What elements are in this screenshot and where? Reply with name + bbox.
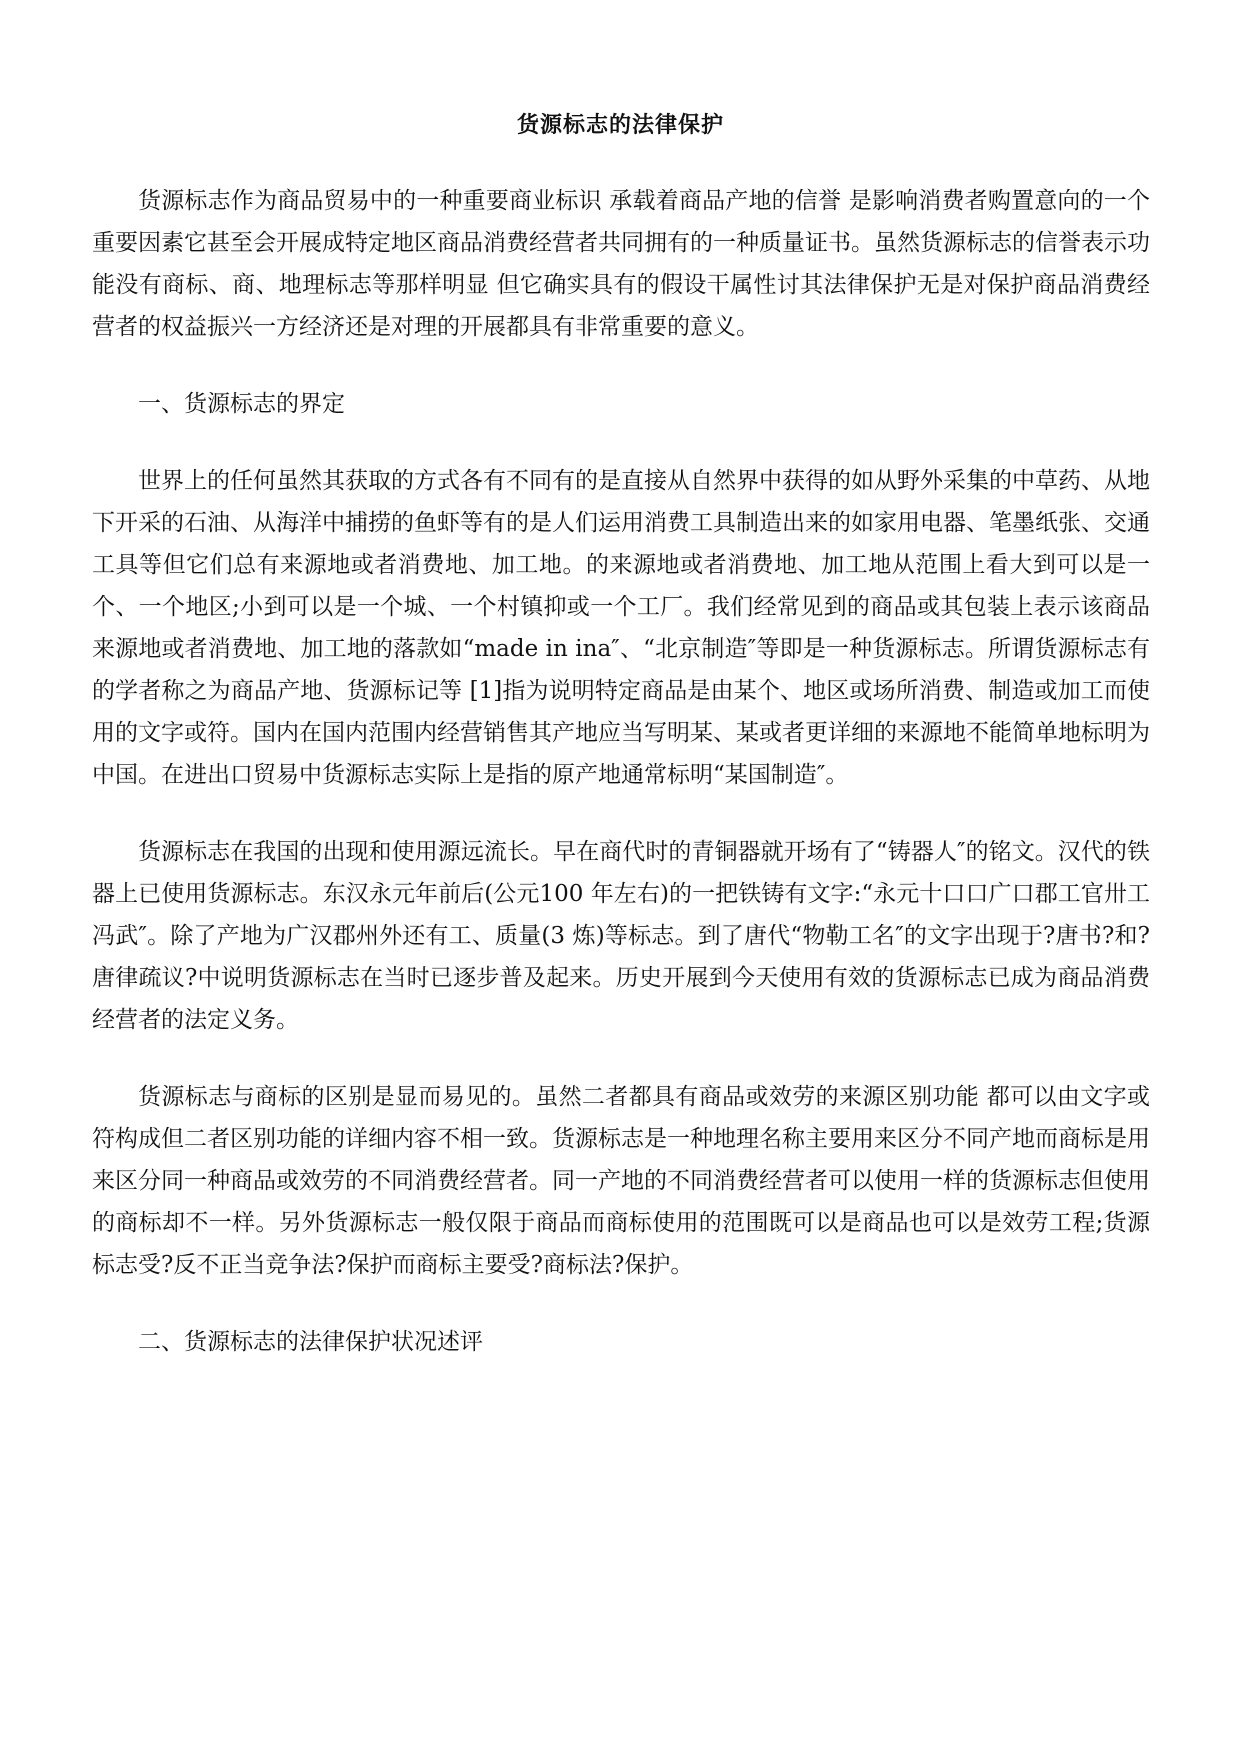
document-title: 货源标志的法律保护 — [516, 112, 724, 138]
section-heading-2: 二、货源标志的法律保护状况述评 — [138, 1329, 483, 1355]
paragraph-trademark-difference: 货源标志与商标的区别是显而易见的。虽然二者都具有商品或效劳的来源区别功能 都可以由文字或符构成但二者区别功能的详细内容不相一致。货源标志是一种地理名称主要用来区分不同产地而商标是用来区分同一种商品或效劳的不同消费经营者。同一产地的不同消费经营者可以使用一样的货源标志但使用的商标却不一样。另外货源标志一般仅限于商品而商标使用的范围既可以是商品也可以是效劳工程;货源标志受?反不正当竞争法?保护而商标主要受?商标法?保护。 — [92, 1084, 1150, 1278]
paragraph-intro: 货源标志作为商品贸易中的一种重要商业标识 承载着商品产地的信誉 是影响消费者购置意向的一个重要因素它甚至会开展成特定地区商品消费经营者共同拥有的一种质量证书。虽然货源标志的信誉表示功能没有商标、商、地理标志等那样明显 但它确实具有的假设干属性讨其法律保护无是对保护商品消费经营者的权益振兴一方经济还是对理的开展都具有非常重要的意义。 — [92, 188, 1150, 340]
paragraph-definition: 世界上的任何虽然其获取的方式各有不同有的是直接从自然界中获得的如从野外采集的中草药、从地下开采的石油、从海洋中捕捞的鱼虾等有的是人们运用消费工具制造出来的如家用电器、笔墨纸张、交通工具等但它们总有来源地或者消费地、加工地。的来源地或者消费地、加工地从范围上看大到可以是一个、一个地区;小到可以是一个城、一个村镇抑或一个工厂。我们经常见到的商品或其包装上表示该商品来源地或者消费地、加工地的落款如“made in ina″、“北京制造″等即是一种货源标志。所谓货源标志有的学者称之为商品产地、货源标记等 [1]指为说明特定商品是由某个、地区或场所消费、制造或加工而使用的文字或符。国内在国内范围内经营销售其产地应当写明某、某或者更详细的来源地不能简单地标明为中国。在进出口贸易中货源标志实际上是指的原产地通常标明“某国制造″。 — [92, 468, 1150, 788]
document-body — [92, 180, 1150, 1398]
section-heading-1: 一、货源标志的界定 — [138, 391, 345, 417]
paragraph-history: 货源标志在我国的出现和使用源远流长。早在商代时的青铜器就开场有了“铸器人″的铭文。汉代的铁器上已使用货源标志。东汉永元年前后(公元100 年左右)的一把铁铸有文字:“永元十口口广口郡工官卅工冯武″。除了产地为广汉郡州外还有工、质量(3 炼)等标志。到了唐代“物勒工名″的文字出现于?唐书?和?唐律疏议?中说明货源标志在当时已逐步普及起来。历史开展到今天使用有效的货源标志已成为商品消费经营者的法定义务。 — [92, 839, 1150, 1033]
